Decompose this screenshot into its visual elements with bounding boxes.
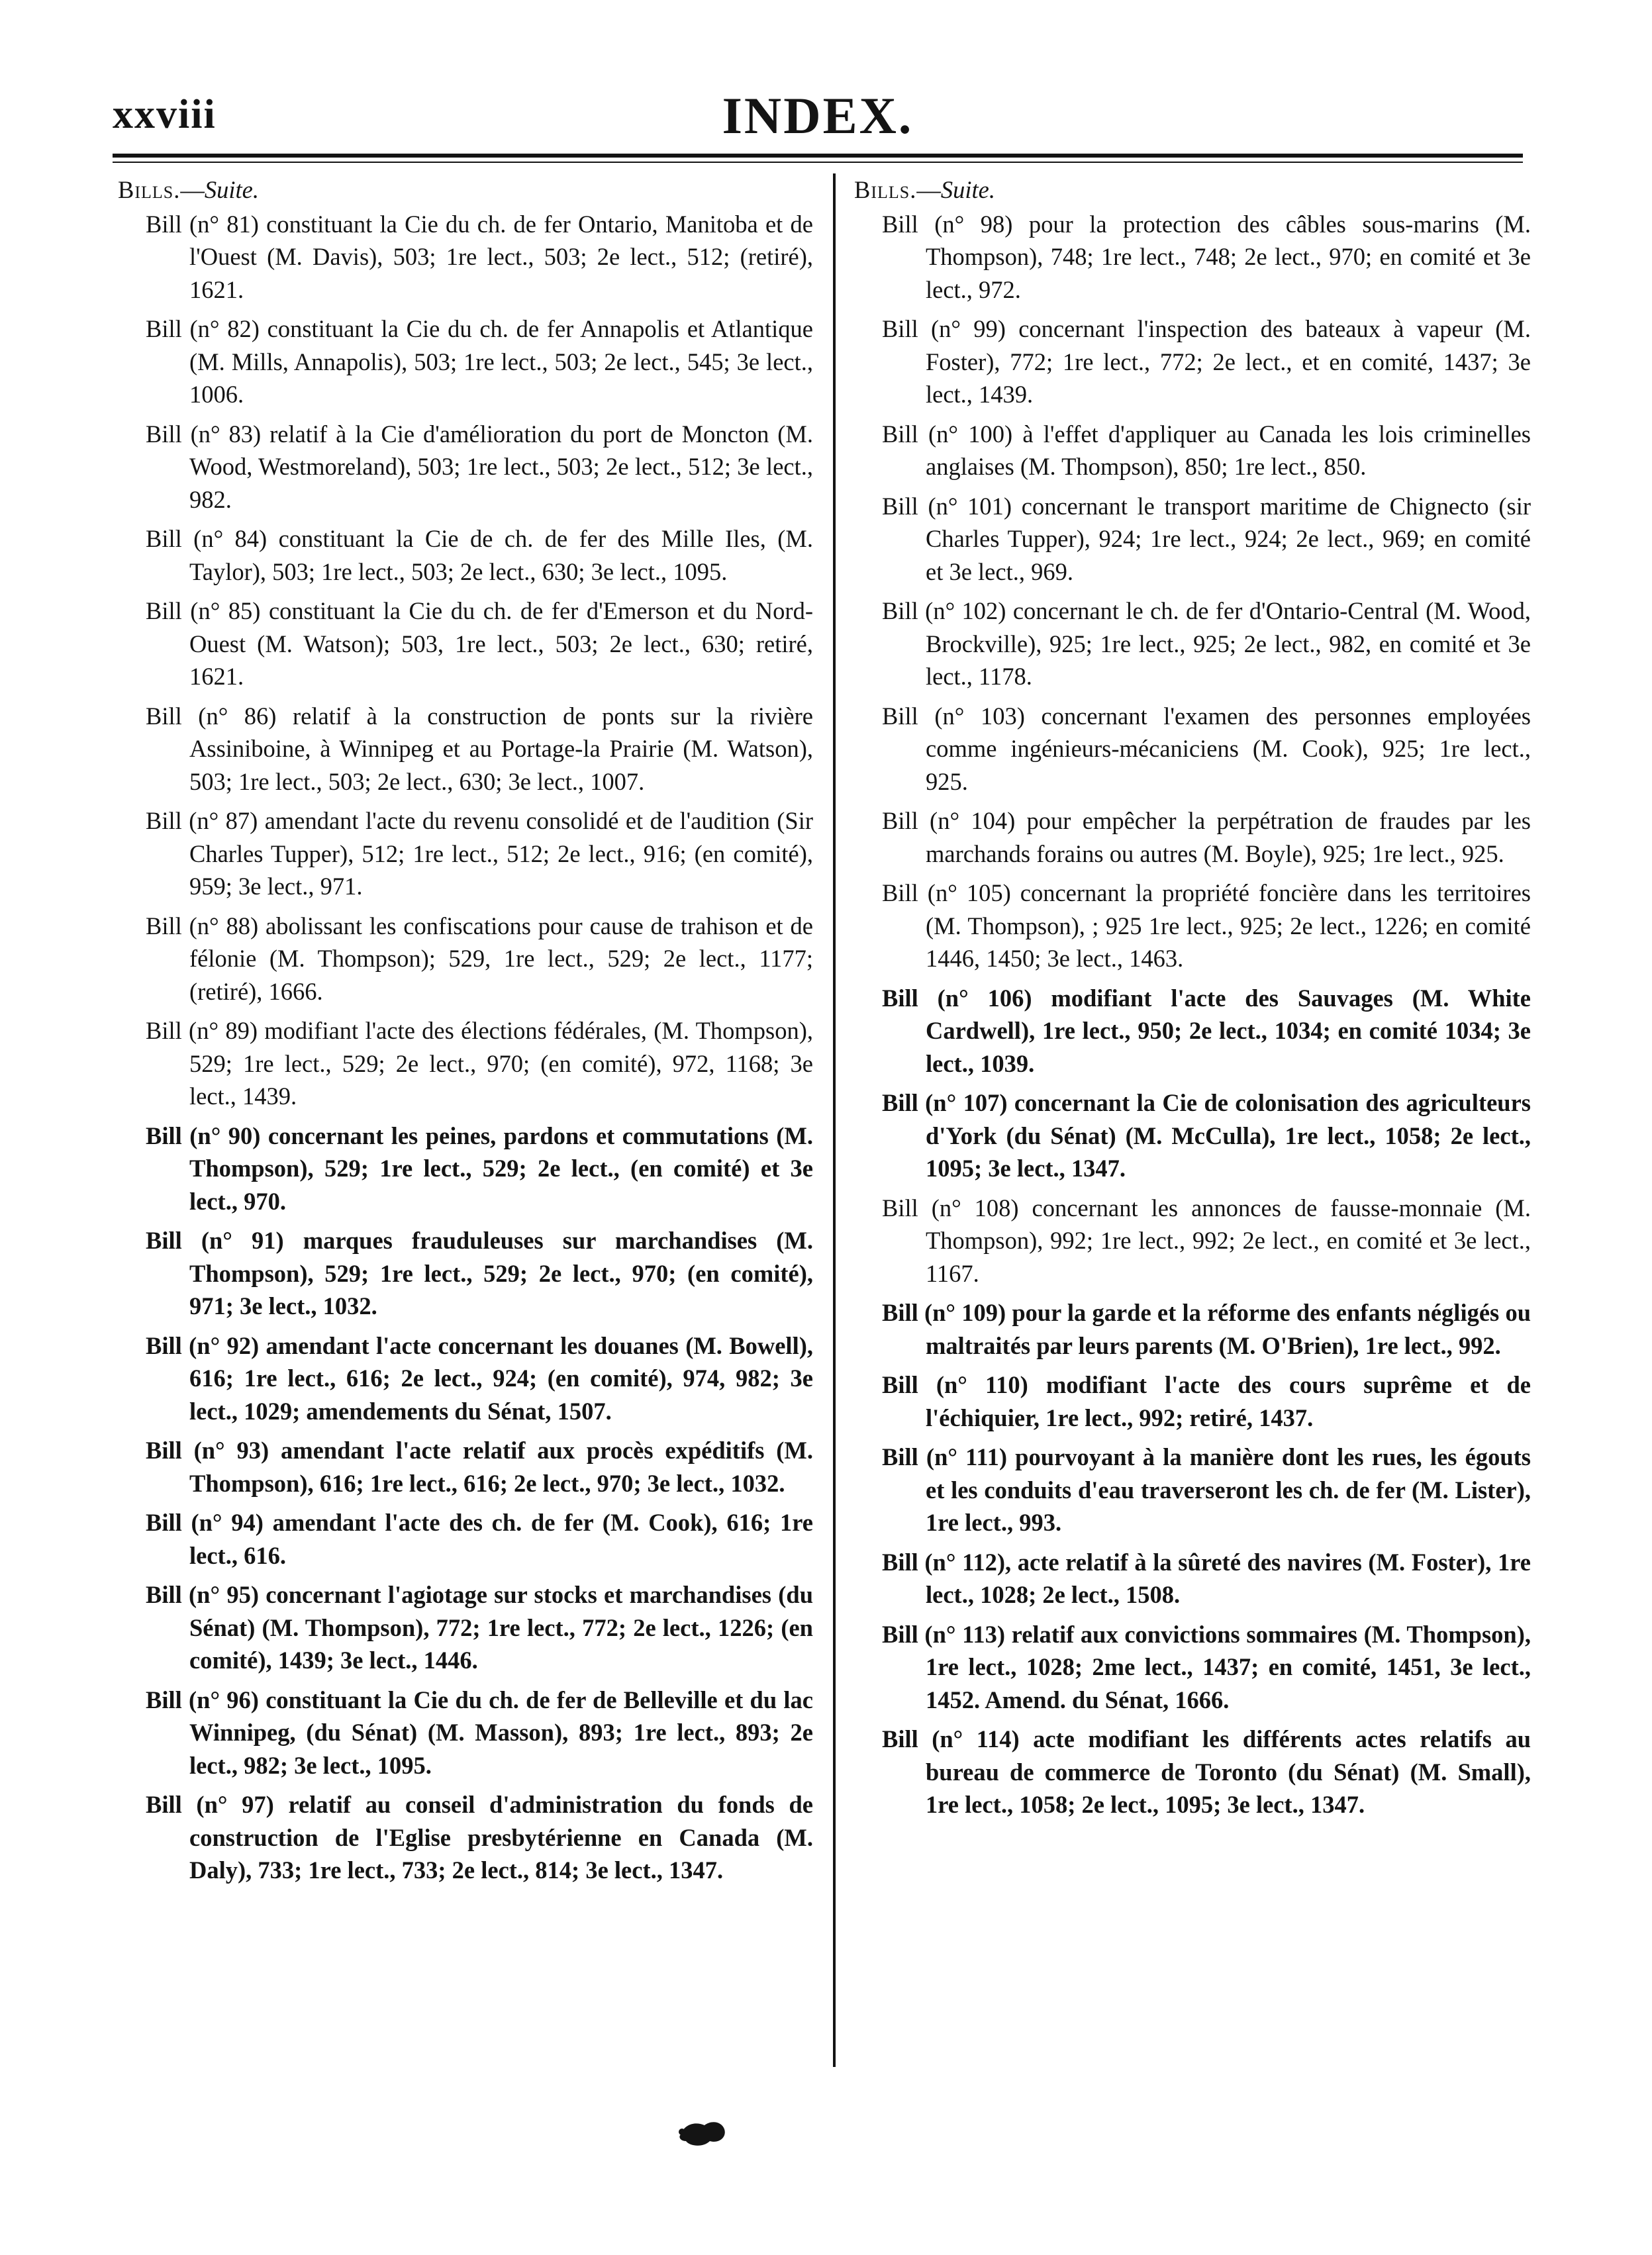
- index-entry-bill-97: Bill (n° 97) relatif au conseil d'administration du fonds de construction de l'Eglise presbytérienne en Canada (M. Daly), 733; 1re lect., 733; 2e lect., 814; 3e lect., 1347.: [146, 1791, 813, 1884]
- index-entry-bill-90: Bill (n° 90) concernant les peines, pardons et commutations (M. Thompson), 529; 1re lect., 529; 2e lect., (en comité) et 3e lect., 970.: [146, 1122, 813, 1215]
- index-entry-bill-98: Bill (n° 98) pour la protection des câbles sous-marins (M. Thompson), 748; 1re lect., 748; 2e lect., 970; en comité et 3e lect., 972.: [882, 210, 1531, 303]
- index-entry-bill-91: Bill (n° 91) marques frauduleuses sur marchandises (M. Thompson), 529; 1re lect., 529; 2e lect., 970; (en comité), 971; 3e lect., 1032.: [146, 1227, 813, 1319]
- page-number: xxviii: [113, 92, 217, 137]
- index-entry-bill-84: Bill (n° 84) constituant la Cie de ch. de fer des Mille Iles, (M. Taylor), 503; 1re lect., 503; 2e lect., 630; 3e lect., 1095.: [146, 525, 813, 585]
- index-entry-bill-111: Bill (n° 111) pourvoyant à la manière dont les rues, les égouts et les conduits d'eau traverseront les ch. de fer (M. Lister), 1re lect., 993.: [882, 1443, 1531, 1536]
- section-suffix: Suite.: [204, 176, 259, 203]
- index-entry-bill-82: Bill (n° 82) constituant la Cie du ch. de fer Annapolis et Atlantique (M. Mills, Annapolis), 503; 1re lect., 503; 2e lect., 545; 3e lect., 1006.: [146, 315, 813, 408]
- index-entry-bill-110: Bill (n° 110) modifiant l'acte des cours suprême et de l'échiquier, 1re lect., 992; retiré, 1437.: [882, 1371, 1531, 1431]
- index-entry-bill-102: Bill (n° 102) concernant le ch. de fer d'Ontario-Central (M. Wood, Brockville), 925; 1re lect., 925; 2e lect., 982, en comité et 3e lect., 1178.: [882, 597, 1531, 690]
- index-entry-bill-96: Bill (n° 96) constituant la Cie du ch. de fer de Belleville et du lac Winnipeg, (du Sénat) (M. Masson), 893; 1re lect., 893; 2e lect., 982; 3e lect., 1095.: [146, 1686, 813, 1779]
- section-heading: [118, 173, 813, 207]
- section-label: Bills.: [854, 176, 917, 203]
- index-entry-bill-108: Bill (n° 108) concernant les annonces de fausse-monnaie (M. Thompson), 992; 1re lect., 992; 2e lect., en comité et 3e lect., 1167.: [882, 1194, 1531, 1287]
- index-entry-bill-92: Bill (n° 92) amendant l'acte concernant les douanes (M. Bowell), 616; 1re lect., 616; 2e lect., 924; (en comité), 974, 982; 3e lect., 1029; amendements du Sénat, 1507.: [146, 1331, 813, 1425]
- index-entry-bill-106: Bill (n° 106) modifiant l'acte des Sauvages (M. White Cardwell), 1re lect., 950; 2e lect., 1034; en comité 1034; 3e lect., 1039.: [882, 984, 1531, 1077]
- section-separator: —: [180, 176, 205, 203]
- index-entry-bill-99: Bill (n° 99) concernant l'inspection des bateaux à vapeur (M. Foster), 772; 1re lect., 772; 2e lect., et en comité, 1437; 3e lect., 1439.: [882, 315, 1531, 408]
- index-entry-bill-100: Bill (n° 100) à l'effet d'appliquer au Canada les lois criminelles anglaises (M. Thompson), 850; 1re lect., 850.: [882, 420, 1531, 480]
- section-heading: [854, 173, 1531, 207]
- left-column: [118, 173, 813, 1894]
- page-header: [113, 79, 1523, 152]
- index-entry-bill-101: Bill (n° 101) concernant le transport maritime de Chignecto (sir Charles Tupper), 924; 1re lect., 924; 2e lect., 969; en comité et 3e lect., 969.: [882, 492, 1531, 585]
- index-entry-bill-112: Bill (n° 112), acte relatif à la sûreté des navires (M. Foster), 1re lect., 1028; 2e lect., 1508.: [882, 1548, 1531, 1608]
- index-entry-bill-83: Bill (n° 83) relatif à la Cie d'amélioration du port de Moncton (M. Wood, Westmoreland), 503; 1re lect., 503; 2e lect., 512; 3e lect., 982.: [146, 420, 813, 513]
- right-column: [854, 173, 1531, 1828]
- index-entry-bill-107: Bill (n° 107) concernant la Cie de colonisation des agriculteurs d'York (du Sénat) (M. McCulla), 1re lect., 1058; 2e lect., 1095; 3e lect., 1347.: [882, 1089, 1531, 1182]
- header-rule-thin: [113, 162, 1523, 163]
- index-entry-bill-105: Bill (n° 105) concernant la propriété foncière dans les territoires (M. Thompson), ; 925 1re lect., 925; 2e lect., 1226; en comité 1446, 1450; 3e lect., 1463.: [882, 879, 1531, 972]
- header-rule-thick: [113, 154, 1523, 158]
- index-entry-bill-109: Bill (n° 109) pour la garde et la réforme des enfants négligés ou maltraités par leurs parents (M. O'Brien), 1re lect., 992.: [882, 1299, 1531, 1359]
- index-entry-bill-93: Bill (n° 93) amendant l'acte relatif aux procès expéditifs (M. Thompson), 616; 1re lect., 616; 2e lect., 970; 3e lect., 1032.: [146, 1437, 813, 1497]
- column-divider: [833, 173, 836, 2067]
- index-entry-bill-81: Bill (n° 81) constituant la Cie du ch. de fer Ontario, Manitoba et de l'Ouest (M. Davis), 503; 1re lect., 503; 2e lect., 512; (retiré), 1621.: [146, 210, 813, 303]
- index-entry-bill-89: Bill (n° 89) modifiant l'acte des élections fédérales, (M. Thompson), 529; 1re lect., 529; 2e lect., 970; (en comité), 972, 1168; 3e lect., 1439.: [146, 1017, 813, 1110]
- index-entry-bill-104: Bill (n° 104) pour empêcher la perpétration de fraudes par les marchands forains ou autres (M. Boyle), 925; 1re lect., 925.: [882, 807, 1531, 867]
- section-separator: —: [916, 176, 941, 203]
- index-entry-bill-94: Bill (n° 94) amendant l'acte des ch. de fer (M. Cook), 616; 1re lect., 616.: [146, 1509, 813, 1569]
- index-entry-bill-88: Bill (n° 88) abolissant les confiscations pour cause de trahison et de félonie (M. Thompson); 529, 1re lect., 529; 2e lect., 1177; (retiré), 1666.: [146, 912, 813, 1005]
- index-entry-bill-86: Bill (n° 86) relatif à la construction de ponts sur la rivière Assiniboine, à Winnipeg et au Portage-la Prairie (M. Watson), 503; 1re lect., 503; 2e lect., 630; 3e lect., 1007.: [146, 702, 813, 795]
- index-entry-bill-114: Bill (n° 114) acte modifiant les différents actes relatifs au bureau de commerce de Toronto (du Sénat) (M. Small), 1re lect., 1058; 2e lect., 1095; 3e lect., 1347.: [882, 1725, 1531, 1818]
- section-label: Bills.: [118, 176, 181, 203]
- section-suffix: Suite.: [940, 176, 995, 203]
- index-entry-bill-95: Bill (n° 95) concernant l'agiotage sur stocks et marchandises (du Sénat) (M. Thompson), 772; 1re lect., 772; 2e lect., 1226; (en comité), 1439; 3e lect., 1446.: [146, 1581, 813, 1674]
- index-entry-bill-85: Bill (n° 85) constituant la Cie du ch. de fer d'Emerson et du Nord-Ouest (M. Watson); 503, 1re lect., 503; 2e lect., 630; retiré, 1621.: [146, 597, 813, 690]
- page-title: INDEX.: [722, 87, 914, 144]
- printer-ornament-icon: [675, 2112, 728, 2152]
- index-entry-bill-113: Bill (n° 113) relatif aux convictions sommaires (M. Thompson), 1re lect., 1028; 2me lect., 1437; en comité, 1451, 3e lect., 1452. Amend. du Sénat, 1666.: [882, 1620, 1531, 1713]
- index-entry-bill-103: Bill (n° 103) concernant l'examen des personnes employées comme ingénieurs-mécaniciens (M. Cook), 925; 1re lect., 925.: [882, 702, 1531, 795]
- index-entry-bill-87: Bill (n° 87) amendant l'acte du revenu consolidé et de l'audition (Sir Charles Tupper), 512; 1re lect., 512; 2e lect., 916; (en comité), 959; 3e lect., 971.: [146, 807, 813, 900]
